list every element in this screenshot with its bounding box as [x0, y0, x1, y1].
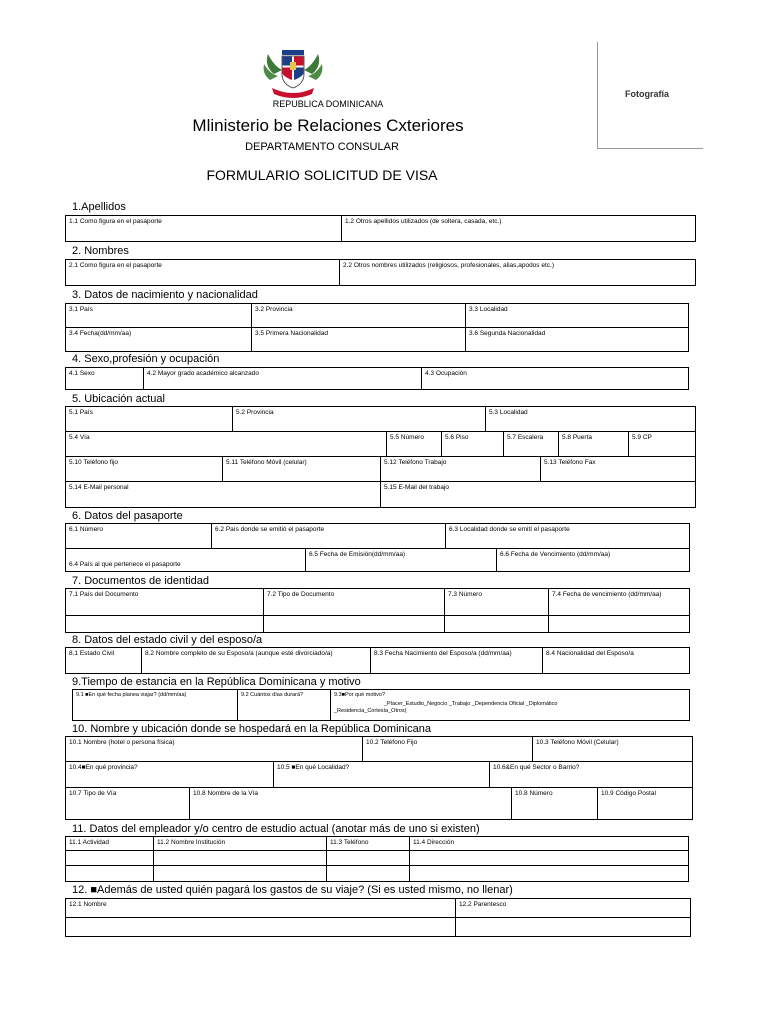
field-11-1[interactable]: 11.1 Actividad	[66, 837, 154, 851]
field-8-4[interactable]: 8.4 Nacionalidad del Esposo/a	[543, 648, 690, 674]
photo-box[interactable]	[597, 42, 703, 149]
field-9-2[interactable]: 9.2 Cuántos días durará?	[238, 690, 331, 721]
section-3-table	[65, 303, 689, 352]
field-12-2-value[interactable]	[456, 918, 691, 937]
section-6-title: 6. Datos del pasaporte	[72, 510, 183, 522]
field-6-6[interactable]: 6.6 Fecha de Vencimiento (dd/mm/aa)	[497, 549, 690, 572]
field-11-row-2-col-3[interactable]	[327, 851, 410, 866]
department-name: DEPARTAMENTO CONSULAR	[245, 141, 399, 153]
field-5-10[interactable]: 5.10 Teléfono fijo	[66, 457, 223, 482]
section-9-title: 9.Tiempo de estancia en la República Dominicana y motivo	[72, 676, 361, 688]
field-11-row-3-col-2[interactable]	[154, 866, 327, 882]
field-6-2[interactable]: 6.2 País donde se emitió el pasaporte	[212, 524, 446, 549]
field-9-1[interactable]: 9.1 ■En qué fecha planea viajar? (dd/mm/aa)	[73, 690, 238, 721]
field-11-4[interactable]: 11.4 Dirección	[410, 837, 689, 851]
field-6-5[interactable]: 6.5 Fecha de Emisión(dd/mm/aa)	[306, 549, 497, 572]
field-3-2[interactable]: 3.2 Provincia	[252, 304, 466, 328]
field-5-9[interactable]: 5.9 CP	[629, 432, 696, 457]
section-2-title: 2. Nombres	[72, 245, 129, 257]
field-7-3-value[interactable]	[445, 616, 549, 633]
section-6-table-b	[65, 548, 690, 572]
section-6-table-a	[65, 523, 690, 549]
field-4-3[interactable]: 4.3 Ocupación	[422, 368, 689, 390]
field-9-3[interactable]: 9.3■Por qué motivo? _Placer_Estudio_Negocio _Trabajo _Dependencia Oficial _Diplomático _Residencia_Cortesía_Otros(	[331, 690, 690, 721]
field-5-11[interactable]: 5.11 Teléfono Móvil (celular)	[223, 457, 381, 482]
ministry-name: Mlinisterio be Relaciones Cxteriores	[192, 116, 464, 135]
section-11-title: 11. Datos del empleador y/o centro de estudio actual (anotar más de uno si existen)	[72, 823, 480, 835]
section-10-table-c	[65, 787, 693, 820]
field-8-1[interactable]: 8.1 Estado Civil	[66, 648, 142, 674]
section-10-table-a	[65, 736, 693, 762]
field-11-row-3-col-1[interactable]	[66, 866, 154, 882]
section-12-table	[65, 898, 691, 937]
field-5-4[interactable]: 5.4 Vía	[66, 432, 387, 457]
field-11-row-2-col-1[interactable]	[66, 851, 154, 866]
field-3-5[interactable]: 3.5 Primera Nacionalidad	[252, 328, 466, 352]
field-5-13[interactable]: 5.13 Teléfono Fax	[541, 457, 696, 482]
section-11-table	[65, 836, 689, 882]
field-10-6[interactable]: 10.6&En qué Sector o Barrio?	[490, 762, 693, 788]
travel-reason-options-1[interactable]: _Placer_Estudio_Negocio _Trabajo _Dependencia Oficial _Diplomático	[384, 700, 558, 707]
field-5-1[interactable]: 5.1 País	[66, 407, 233, 432]
field-10-1[interactable]: 10.1 Nombre (hotel o persona física)	[66, 737, 363, 762]
field-7-4[interactable]: 7.4 Fecha de vencimiento (dd/mm/aa)	[549, 589, 690, 616]
field-7-3[interactable]: 7.3 Número	[445, 589, 549, 616]
field-6-3[interactable]: 6.3 Localidad donde se emití el pasaporte	[446, 524, 690, 549]
section-8-table	[65, 647, 690, 674]
field-11-row-3-col-3[interactable]	[327, 866, 410, 882]
field-7-2[interactable]: 7.2 Tipo de Documento	[264, 589, 445, 616]
field-10-9[interactable]: 10.9 Código Postal	[598, 788, 693, 820]
field-8-2[interactable]: 8.2 Nombre completo de su Esposo/a (aunque esté divorciado/a)	[142, 648, 371, 674]
section-10-title: 10. Nombre y ubicación donde se hospedará en la República Dominicana	[72, 723, 431, 735]
field-10-8[interactable]: 10.8 Nombre de la Vía	[190, 788, 512, 820]
field-5-2[interactable]: 5.2 Provincia	[233, 407, 486, 432]
field-10-8-number[interactable]: 10.8 Número	[512, 788, 598, 820]
field-4-2[interactable]: 4.2 Mayor grado académico alcanzado	[144, 368, 422, 390]
field-1-1[interactable]: 1.1 Como figura en el pasaporte	[66, 216, 342, 242]
field-3-1[interactable]: 3.1 País	[66, 304, 252, 328]
field-2-1[interactable]: 2.1 Como figura en el pasaporte	[66, 260, 340, 286]
section-1-title: 1.Apellidos	[72, 201, 126, 213]
republic-name: REPUBLICA DOMINICANA	[272, 99, 384, 109]
field-7-2-value[interactable]	[264, 616, 445, 633]
field-3-6[interactable]: 3.6 Segunda Nacionalidad	[466, 328, 689, 352]
field-10-3[interactable]: 10.3 Teléfono Móvil (Celular)	[533, 737, 693, 762]
field-6-4[interactable]: 6.4 País al que pertenece el pasaporte	[66, 549, 306, 572]
field-10-5[interactable]: 10.5 ■En qué Localidad?	[274, 762, 490, 788]
field-7-1-value[interactable]	[66, 616, 264, 633]
section-10-table-b	[65, 761, 693, 788]
section-2-table	[65, 259, 696, 286]
section-4-table	[65, 367, 689, 390]
field-10-2[interactable]: 10.2 Teléfono Fijo	[363, 737, 533, 762]
photo-label: Fotografía	[625, 89, 669, 99]
field-5-8[interactable]: 5.8 Puerta	[559, 432, 629, 457]
field-1-2[interactable]: 1.2 Otros apellidos utilizados (de soltera, casada, etc.)	[342, 216, 696, 242]
field-11-row-3-col-4[interactable]	[410, 866, 689, 882]
section-7-title: 7. Documentos de identidad	[72, 575, 209, 587]
section-5-table-a	[65, 406, 696, 432]
field-12-2[interactable]: 12.2 Parentesco	[456, 899, 691, 918]
field-4-1[interactable]: 4.1 Sexo	[66, 368, 144, 390]
section-3-title: 3. Datos de nacimiento y nacionalidad	[72, 289, 258, 301]
field-12-1[interactable]: 12.1 Nombre	[66, 899, 456, 918]
field-3-4[interactable]: 3.4 Fecha(dd/mm/aa)	[66, 328, 252, 352]
section-5-table-b	[65, 431, 696, 457]
field-5-15[interactable]: 5.15 E-Mail del trabajo	[381, 482, 696, 508]
field-11-2[interactable]: 11.2 Nombre Institución	[154, 837, 327, 851]
section-1-table	[65, 215, 696, 242]
section-12-title: 12. ■Además de usted quién pagará los gastos de su viaje? (Si es usted mismo, no llenar)	[72, 884, 513, 896]
field-5-3[interactable]: 5.3 Localidad	[486, 407, 696, 432]
field-8-3[interactable]: 8.3 Fecha Nacimiento del Esposo/a (dd/mm/aa)	[371, 648, 543, 674]
section-9-table	[72, 689, 690, 721]
section-5-table-c	[65, 456, 696, 482]
travel-reason-options-2[interactable]: _Residencia_Cortesía_Otros(	[334, 707, 407, 714]
field-5-6[interactable]: 5.6 Piso	[442, 432, 504, 457]
field-7-1[interactable]: 7.1 País del Documento	[66, 589, 264, 616]
coat-of-arms-icon	[260, 44, 326, 100]
section-5-title: 5. Ubicación actual	[72, 393, 165, 405]
form-title: FORMULARIO SOLICITUD DE VISA	[206, 167, 438, 183]
field-12-1-value[interactable]	[66, 918, 456, 937]
field-7-4-value[interactable]	[549, 616, 690, 633]
field-11-3[interactable]: 11.3 Teléfono	[327, 837, 410, 851]
field-5-12[interactable]: 5.12 Teléfono Trabajo	[381, 457, 541, 482]
field-3-3[interactable]: 3.3 Localidad	[466, 304, 689, 328]
section-8-title: 8. Datos del estado civil y del esposo/a	[72, 634, 263, 646]
section-7-table	[65, 588, 690, 633]
field-11-row-2-col-2[interactable]	[154, 851, 327, 866]
field-2-2[interactable]: 2.2 Otros nombres utilizados (religiosos, profesionales, alias,apodos etc.)	[340, 260, 696, 286]
field-6-1[interactable]: 6.1 Número	[66, 524, 212, 549]
field-5-7[interactable]: 5.7 Escalera	[504, 432, 559, 457]
section-5-table-d	[65, 481, 696, 508]
field-5-14[interactable]: 5.14 E-Mail personal	[66, 482, 381, 508]
field-11-row-2-col-4[interactable]	[410, 851, 689, 866]
field-10-4[interactable]: 10.4■En qué provincia?	[66, 762, 274, 788]
field-5-5[interactable]: 5.5 Número	[387, 432, 442, 457]
section-4-title: 4. Sexo,profesión y ocupación	[72, 353, 220, 365]
field-10-7[interactable]: 10.7 Tipo de Vía	[66, 788, 190, 820]
